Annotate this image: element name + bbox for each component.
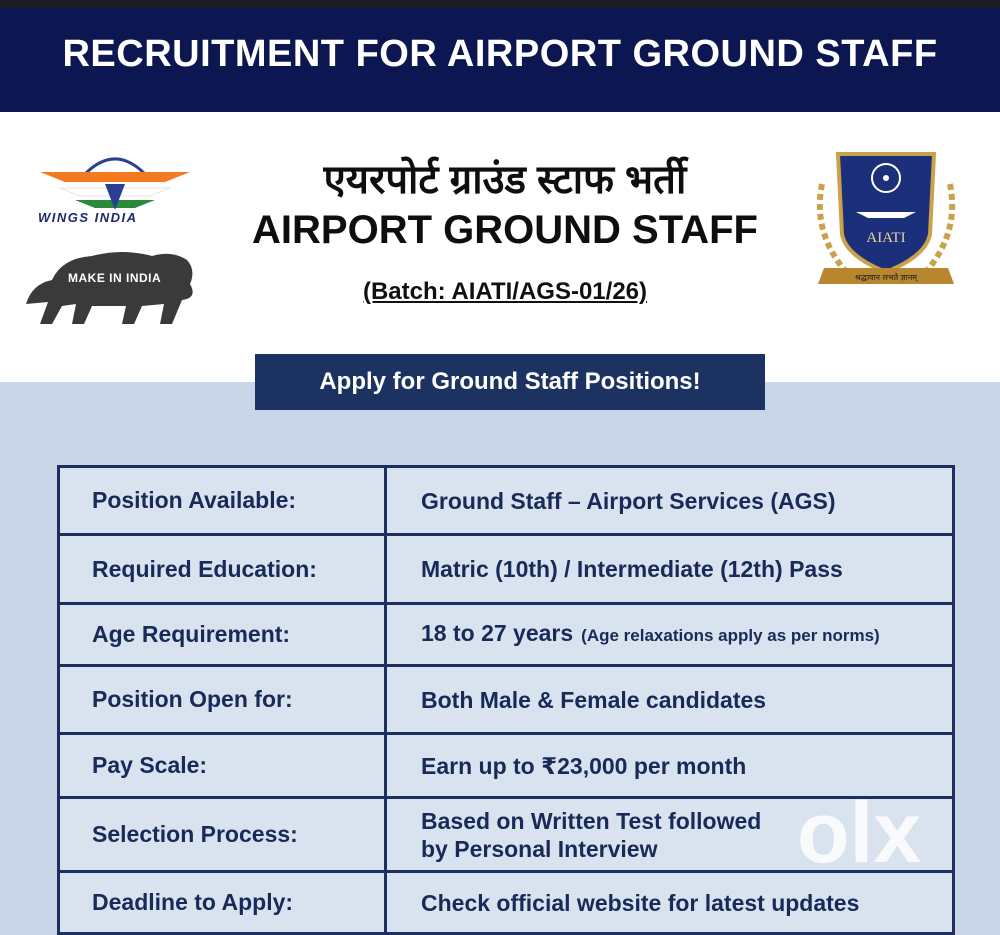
table-row — [59, 872, 954, 934]
row-value: Check official website for latest updates — [386, 872, 954, 934]
row-value: Both Male & Female candidates — [386, 666, 954, 734]
olx-watermark-text: olx — [797, 796, 922, 872]
table-row — [59, 535, 954, 604]
row-value: Ground Staff – Airport Services (AGS) — [386, 467, 954, 535]
row-value: Earn up to ₹23,000 per month — [386, 734, 954, 798]
row-label: Age Requirement: — [59, 604, 386, 666]
aiati-emblem-icon — [808, 144, 964, 304]
hindi-title: एयरपोर्ट ग्राउंड स्टाफ भर्ती — [323, 158, 687, 202]
table-row — [59, 666, 954, 734]
selection-line-2: by Personal Interview — [421, 835, 658, 862]
age-note: (Age relaxations apply as per norms) — [581, 626, 880, 645]
row-label: Position Open for: — [59, 666, 386, 734]
english-title: AIRPORT GROUND STAFF — [252, 208, 758, 252]
aiati-ribbon-text: श्रद्धावान लभते ज्ञानम् — [854, 273, 918, 282]
row-value-age — [386, 604, 954, 666]
row-label: Pay Scale: — [59, 734, 386, 798]
row-label: Required Education: — [59, 535, 386, 604]
selection-line-1: Based on Written Test followed — [421, 807, 762, 834]
apply-button[interactable]: Apply for Ground Staff Positions! — [255, 354, 765, 410]
top-strip — [0, 0, 1000, 8]
wings-india-text: WINGS INDIA — [38, 210, 138, 225]
recruitment-banner — [0, 8, 1000, 112]
header-section — [0, 112, 1000, 382]
banner-title: RECRUITMENT FOR AIRPORT GROUND STAFF — [62, 32, 938, 75]
row-value: Matric (10th) / Intermediate (12th) Pass — [386, 535, 954, 604]
batch-number: (Batch: AIATI/AGS-01/26) — [362, 278, 648, 305]
make-in-india-text: MAKE IN INDIA — [68, 271, 162, 285]
table-row — [59, 604, 954, 666]
table-row — [59, 734, 954, 798]
row-label: Selection Process: — [59, 798, 386, 872]
aiati-text: AIATI — [866, 230, 906, 246]
olx-watermark-icon — [797, 796, 959, 872]
table-row — [59, 467, 954, 535]
row-label: Position Available: — [59, 467, 386, 535]
age-value: 18 to 27 years — [421, 620, 574, 646]
row-label: Deadline to Apply: — [59, 872, 386, 934]
